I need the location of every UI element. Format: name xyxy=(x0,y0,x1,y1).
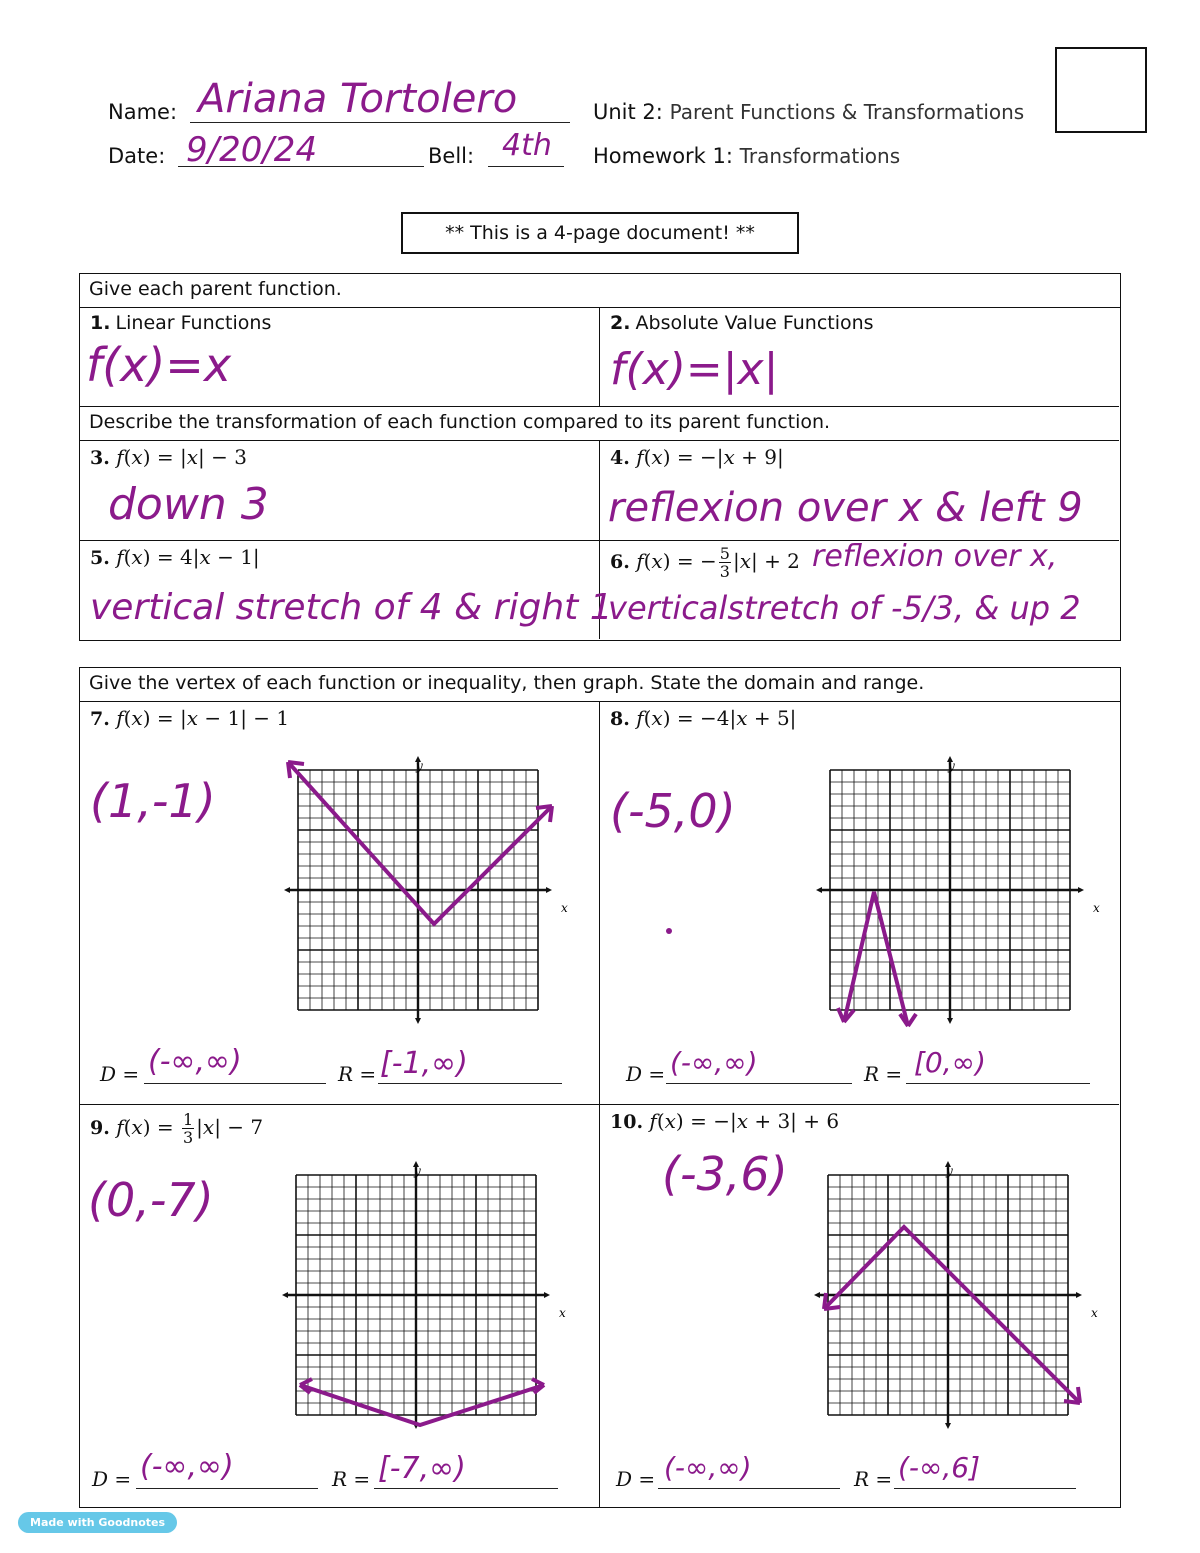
parent-section xyxy=(79,273,1121,641)
q1-answer: f(x)=x xyxy=(86,338,232,392)
q10-num: 10. xyxy=(610,1111,644,1133)
q2-label: Absolute Value Functions xyxy=(635,312,874,334)
bell-value: 4th xyxy=(502,128,552,163)
q5-num: 5. xyxy=(90,547,110,569)
q8-d-line xyxy=(666,1083,852,1084)
q10-axis-y-label: y xyxy=(946,1164,953,1178)
q10-d-label: D = xyxy=(616,1467,656,1491)
q6-equation: f(x) = − $\frac{5}{3}$ |x| + 2 xyxy=(636,544,800,581)
unit-heading xyxy=(593,100,1024,124)
q4-answer: reflexion over x & left 9 xyxy=(608,485,1083,531)
q10-curve xyxy=(824,1227,1080,1403)
hw-heading xyxy=(593,144,900,168)
q9-equation: f(x) = $\frac{1}{3}$ |x| − 7 xyxy=(116,1110,264,1147)
q10-r-line xyxy=(894,1488,1076,1489)
bell-label: Bell: xyxy=(428,144,475,168)
q6-cell xyxy=(600,541,1119,639)
q3-equation: f(x) = |x| − 3 xyxy=(116,445,247,469)
q9-num: 9. xyxy=(90,1117,110,1139)
q9-d-label: D = xyxy=(92,1467,132,1491)
q2-num: 2. xyxy=(610,312,631,334)
score-box xyxy=(1055,47,1147,133)
q9-grid xyxy=(282,1161,550,1429)
q6-answer-line1: reflexion over x, xyxy=(812,539,1058,574)
q9-r-line xyxy=(374,1488,558,1489)
q4-cell xyxy=(600,441,1119,541)
goodnotes-badge: Made with Goodnotes xyxy=(18,1512,177,1533)
q7-domain: (-∞,∞) xyxy=(148,1044,242,1079)
q8-axis-x-label: x xyxy=(1093,901,1100,915)
unit-title: Parent Functions & Transformations xyxy=(669,100,1025,124)
q10-cell xyxy=(600,1105,1119,1507)
q10-axis-x-label: x xyxy=(1091,1306,1098,1320)
q1-label: Linear Functions xyxy=(115,312,272,334)
q3-answer: down 3 xyxy=(108,479,269,530)
q9-range: [-7,∞) xyxy=(378,1451,466,1486)
hw-label: Homework 1: xyxy=(593,144,733,168)
q8-r-line xyxy=(906,1083,1090,1084)
q2-cell xyxy=(600,308,1119,407)
q7-vertex: (1,-1) xyxy=(90,774,216,828)
q7-r-line xyxy=(378,1083,562,1084)
q7-axis-y-label: y xyxy=(416,759,423,773)
q7-graph xyxy=(280,752,580,1042)
hw-title: Transformations xyxy=(739,144,901,168)
q8-grid xyxy=(816,756,1084,1024)
q7-curve xyxy=(288,762,552,924)
q9-vertex: (0,-7) xyxy=(88,1173,214,1227)
q9-r-label: R = xyxy=(332,1467,371,1491)
graph-section xyxy=(79,667,1121,1508)
q1-cell xyxy=(80,308,600,407)
notice-box: ** This is a 4-page document! ** xyxy=(401,212,799,254)
q7-d-label: D = xyxy=(100,1062,140,1086)
q9-graph xyxy=(278,1157,578,1447)
date-label: Date: xyxy=(108,144,166,168)
q9-axis-y-label: y xyxy=(414,1164,421,1178)
q8-curve xyxy=(844,892,908,1026)
q10-graph xyxy=(810,1157,1110,1447)
q8-d-label: D = xyxy=(626,1062,666,1086)
q8-num: 8. xyxy=(610,708,630,730)
name-label: Name: xyxy=(108,100,178,124)
section1-heading: Give each parent function. xyxy=(80,274,1120,308)
section3-heading: Give the vertex of each function or inequality, then graph. State the domain and range. xyxy=(80,668,1120,702)
q9-cell xyxy=(80,1105,600,1507)
q5-equation: f(x) = 4|x − 1| xyxy=(116,545,260,569)
q9-frac-den: 3 xyxy=(182,1128,194,1147)
q4-num: 4. xyxy=(610,447,630,469)
q8-graph xyxy=(812,752,1112,1042)
q6-frac-den: 3 xyxy=(719,562,730,581)
q7-r-label: R = xyxy=(338,1062,377,1086)
q10-grid xyxy=(814,1161,1082,1429)
q4-equation: f(x) = −|x + 9| xyxy=(636,445,784,469)
q3-num: 3. xyxy=(90,447,110,469)
q7-num: 7. xyxy=(90,708,110,730)
q7-range: [-1,∞) xyxy=(380,1046,468,1081)
q6-frac-num: 5 xyxy=(719,544,730,563)
name-line xyxy=(190,122,570,123)
q8-equation: f(x) = −4|x + 5| xyxy=(636,706,797,730)
q8-axis-y-label: y xyxy=(948,759,955,773)
date-value: 9/20/24 xyxy=(186,130,318,170)
q1-num: 1. xyxy=(90,312,111,334)
q7-axis-x-label: x xyxy=(561,901,568,915)
q10-r-label: R = xyxy=(854,1467,893,1491)
q9-domain: (-∞,∞) xyxy=(140,1449,234,1484)
q10-range: (-∞,6] xyxy=(898,1451,980,1484)
q5-cell xyxy=(80,541,613,639)
q10-vertex: (-3,6) xyxy=(662,1147,788,1201)
q8-cell xyxy=(600,702,1119,1105)
q10-d-line xyxy=(658,1488,840,1489)
q9-axis-x-label: x xyxy=(559,1306,566,1320)
q2-answer: f(x)=|x| xyxy=(610,344,779,395)
q8-range: [0,∞) xyxy=(914,1046,986,1079)
q8-domain: (-∞,∞) xyxy=(670,1046,758,1079)
q7-cell xyxy=(80,702,600,1105)
q8-vertex: (-5,0) xyxy=(610,784,736,838)
name-value: Ariana Tortolero xyxy=(198,76,518,122)
q10-equation: f(x) = −|x + 3| + 6 xyxy=(649,1109,840,1133)
q7-d-line xyxy=(144,1083,326,1084)
q5-answer: vertical stretch of 4 & right 1 xyxy=(90,587,613,628)
unit-label: Unit 2: xyxy=(593,100,663,124)
q8-r-label: R = xyxy=(864,1062,903,1086)
q7-grid xyxy=(284,756,552,1024)
section2-heading: Describe the transformation of each function compared to its parent function. xyxy=(80,407,1119,441)
q3-cell xyxy=(80,441,600,541)
q6-num: 6. xyxy=(610,551,630,573)
bell-line xyxy=(488,166,564,167)
q8-stray-dot xyxy=(666,928,672,934)
q10-domain: (-∞,∞) xyxy=(664,1451,752,1484)
q9-d-line xyxy=(136,1488,318,1489)
q7-equation: f(x) = |x − 1| − 1 xyxy=(116,706,290,730)
q6-answer-line2: verticalstretch of -5/3, & up 2 xyxy=(608,589,1081,627)
q9-frac-num: 1 xyxy=(182,1110,194,1129)
